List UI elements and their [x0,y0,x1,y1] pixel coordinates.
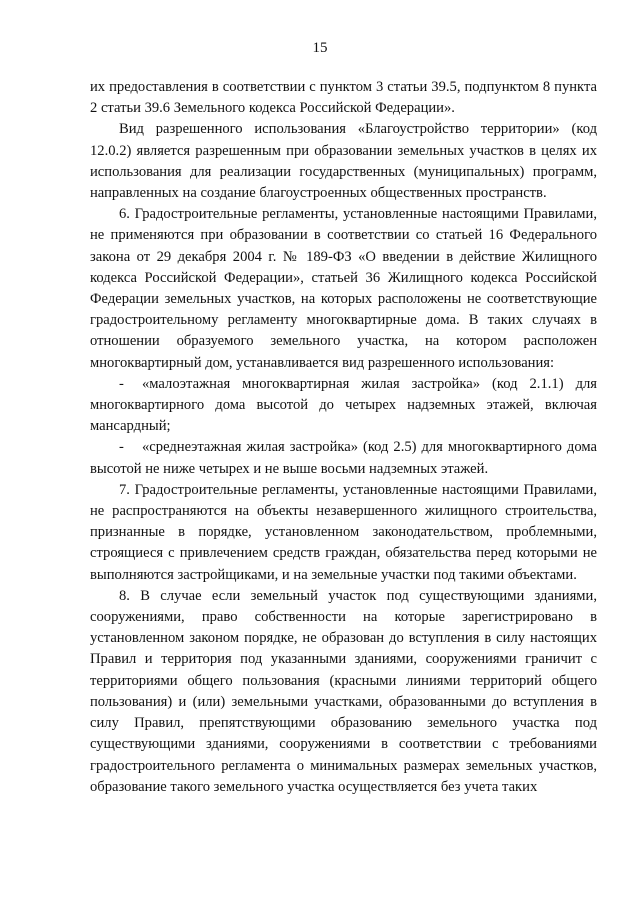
paragraph-item-8: 8. В случае если земельный участок под существующими зданиями, сооружениями, право собственности на которые зарегистрировано в установленном законом порядке, не образован до вступления в силу настоящих Правил и территория под указанными зданиями, сооружениями граничит с территориями общего пользования (красными линиями территорий общего пользования) и (или) земельными участками, образованными до вступления в силу Правил, препятствующими образованию земельного участка под существующими зданиями, сооружениями в соответствии с требованиями градостроительного регламента о минимальных размерах земельных участков, образование такого земельного участка осуществляется без учета таких [90,587,597,795]
bullet-item-mid-rise [90,437,597,479]
paragraph-item-6: 6. Градостроительные регламенты, установленные настоящими Правилами, не применяются при образовании в соответствии со статьей 16 Федерального закона от 29 декабря 2004 г. № 189-ФЗ «О введении в действие Жилищного кодекса Российской Федерации», статьей 36 Жилищного кодекса Российской Федерации земельных участков, на которых расположены не соответствующие градостроительному регламенту многоквартирные дома. В таких случаях в отношении образуемого земельного участка, на котором расположен многоквартирный дом, устанавливается вид разрешенного использования: [90,206,597,371]
bullet-item-low-rise [90,374,597,438]
paragraph-item-7: 7. Градостроительные регламенты, установленные настоящими Правилами, не распространяются на объекты незавершенного жилищного строительства, признанные в порядке, установленном законодательством, проблемными, строящиеся с привлечением средств граждан, обязательства перед которыми не выполняются застройщиками, и на земельные участки под такими объектами. [90,481,597,583]
bullet-dash: - [119,375,124,392]
bullet-text: «среднеэтажная жилая застройка» (код 2.5) для многоквартирного дома высотой не ниже четырех и не выше восьми надземных этажей. [90,439,597,477]
bullet-text: «малоэтажная многоквартирная жилая застройка» (код 2.1.1) для многоквартирного дома высотой до четырех надземных этажей, включая мансардный; [90,375,597,435]
paragraph-continuation: их предоставления в соответствии с пунктом 3 статьи 39.5, подпунктом 8 пункта 2 статьи 39.6 Земельного кодекса Российской Федерации». [90,79,597,117]
page-number: 15 [312,40,328,56]
document-body [90,77,597,798]
bullet-dash: - [119,439,124,456]
paragraph-landscaping-use: Вид разрешенного использования «Благоустройство территории» (код 12.0.2) является разрешенным при образовании земельных участков в целях их использования для реализации государственных (муниципальных) программ, направленных на создание благоустроенных общественных пространств. [90,121,597,202]
